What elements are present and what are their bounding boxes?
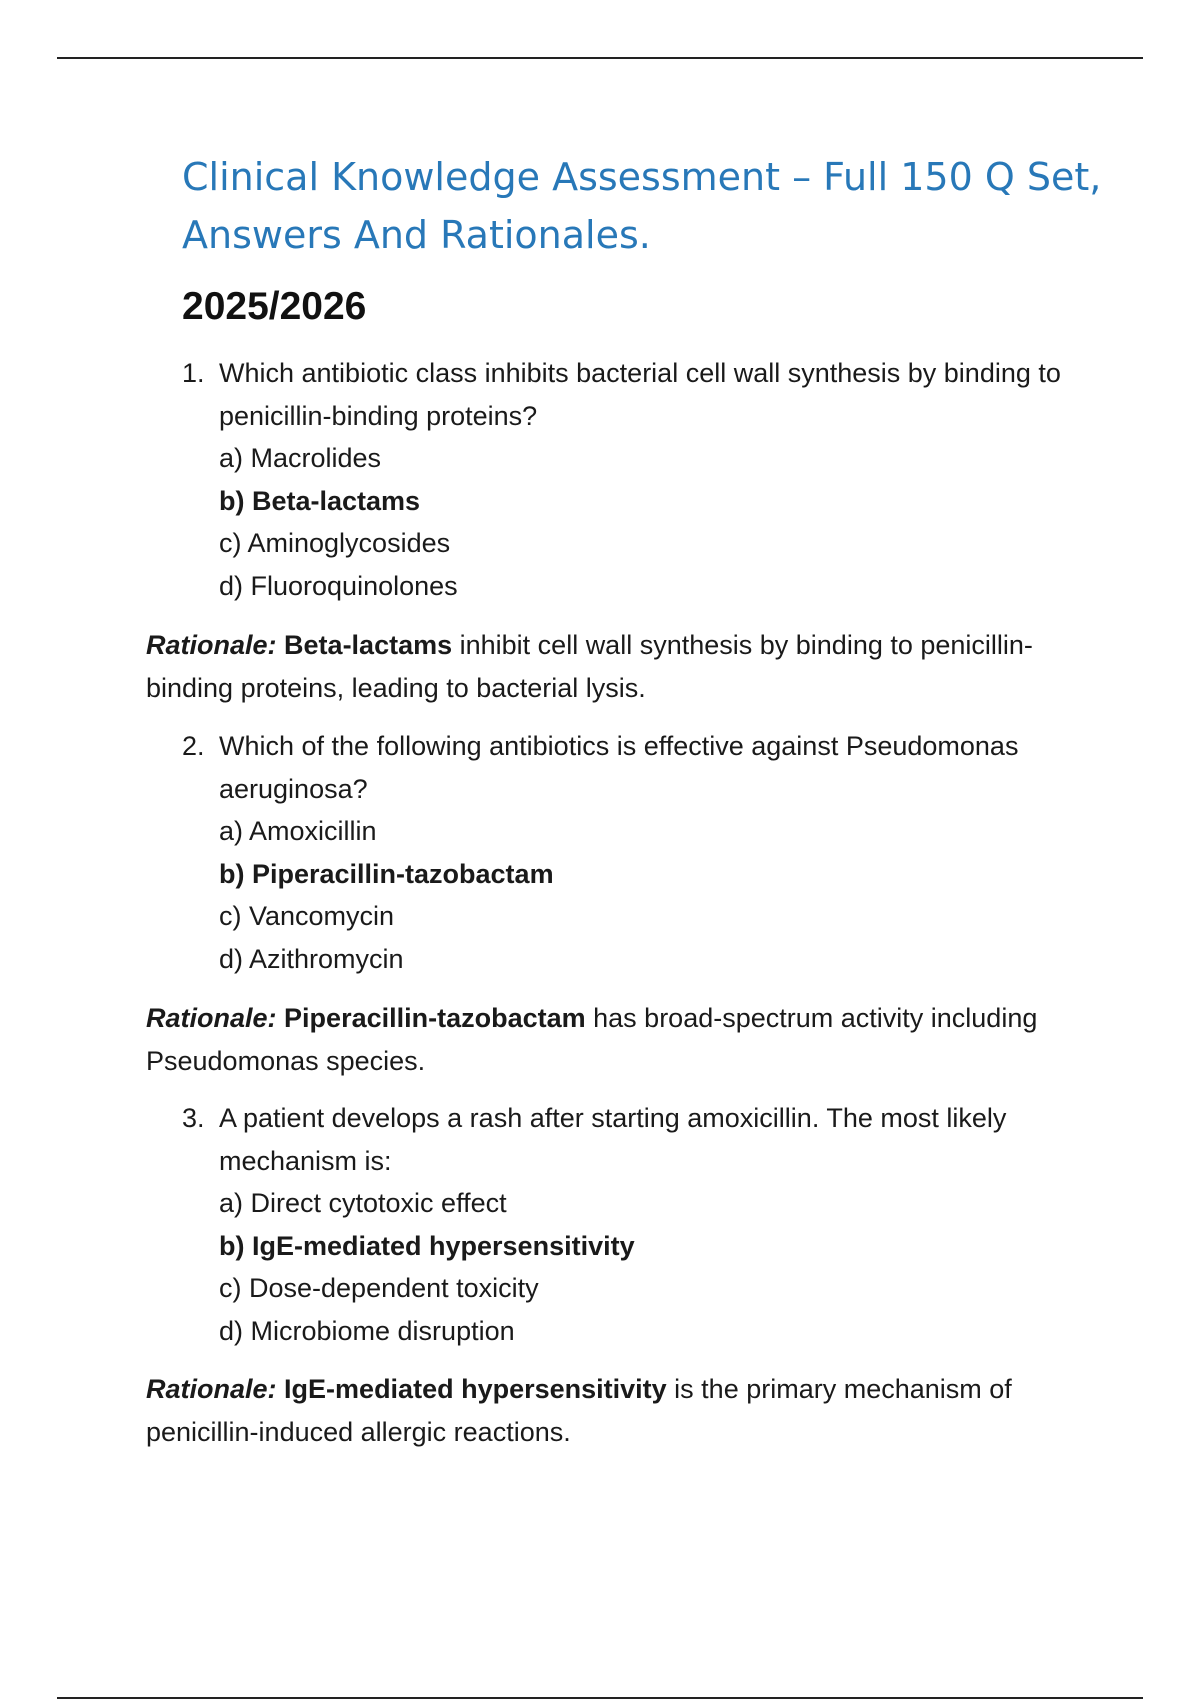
question-number: 1. xyxy=(182,358,205,388)
question-number: 2. xyxy=(182,731,205,761)
rationale-text: is the primary mechanism of penicillin-induced allergic reactions. xyxy=(146,1374,1012,1447)
rationale-label: Rationale: xyxy=(146,1374,277,1404)
bottom-divider xyxy=(57,1697,1143,1699)
question-1 xyxy=(182,352,1102,607)
question-number: 3. xyxy=(182,1103,205,1133)
top-divider xyxy=(57,57,1143,59)
question-2 xyxy=(182,725,1102,980)
options-list xyxy=(219,1182,1102,1352)
option-b-correct: b) IgE-mediated hypersensitivity xyxy=(219,1230,635,1261)
option-a: a) Direct cytotoxic effect xyxy=(219,1188,507,1218)
document-title: Clinical Knowledge Assessment – Full 150 Q Set, Answers And Rationales. xyxy=(182,155,1102,257)
question-text: Which of the following antibiotics is effective against Pseudomonas aeruginosa? xyxy=(219,731,1019,804)
option-b-correct: b) Beta-lactams xyxy=(219,485,421,516)
rationale-term: Piperacillin-tazobactam xyxy=(284,1003,586,1033)
rationale-text: inhibit cell wall synthesis by binding to penicillin-binding proteins, leading to bacterial lysis. xyxy=(146,630,1033,703)
question-3 xyxy=(182,1097,1102,1352)
question-text: A patient develops a rash after starting amoxicillin. The most likely mechanism is: xyxy=(219,1103,1007,1176)
rationale-text: has broad-spectrum activity including Pseudomonas species. xyxy=(146,1003,1038,1076)
option-c: c) Vancomycin xyxy=(219,901,395,931)
document-year: 2025/2026 xyxy=(182,285,367,328)
rationale-label: Rationale: xyxy=(146,630,277,660)
rationale-term: IgE-mediated hypersensitivity xyxy=(284,1374,667,1404)
option-a: a) Macrolides xyxy=(219,443,382,473)
option-c: c) Aminoglycosides xyxy=(219,528,451,558)
option-b-correct: b) Piperacillin-tazobactam xyxy=(219,858,554,889)
options-list xyxy=(219,810,1102,980)
rationale-1 xyxy=(146,624,1106,709)
rationale-2 xyxy=(146,997,1106,1082)
option-c: c) Dose-dependent toxicity xyxy=(219,1273,539,1303)
option-d: d) Azithromycin xyxy=(219,943,404,974)
rationale-term: Beta-lactams xyxy=(284,630,453,660)
rationale-label: Rationale: xyxy=(146,1003,277,1033)
option-d: d) Microbiome disruption xyxy=(219,1315,515,1346)
options-list xyxy=(219,437,1102,607)
question-text: Which antibiotic class inhibits bacterial cell wall synthesis by binding to penicillin-binding proteins? xyxy=(219,358,1061,431)
rationale-3 xyxy=(146,1368,1106,1453)
option-a: a) Amoxicillin xyxy=(219,816,377,846)
option-d: d) Fluoroquinolones xyxy=(219,570,458,601)
